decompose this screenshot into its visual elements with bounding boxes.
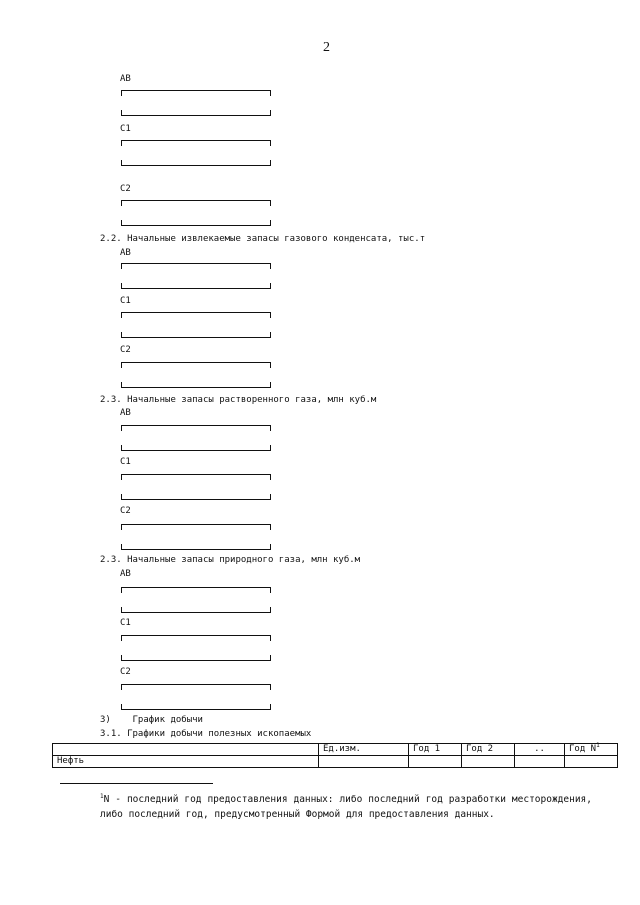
section-3-title: 3) График добычи bbox=[100, 715, 203, 725]
table-row bbox=[53, 756, 618, 768]
table-header-cell: .. bbox=[515, 744, 565, 756]
category-label-c2: C2 bbox=[120, 506, 131, 516]
page-number: 2 bbox=[323, 40, 330, 55]
table-header-cell bbox=[53, 744, 319, 756]
footnote-text: N - последний год предоставления данных: либо последний год разработки месторождения, либо последний год, предусмотренный Формой для предоставления данных. bbox=[100, 794, 592, 820]
footnote-separator bbox=[60, 783, 213, 784]
table-header-row bbox=[53, 744, 618, 756]
category-label-c1: C1 bbox=[120, 124, 131, 134]
input-box-c1[interactable] bbox=[121, 635, 269, 661]
table-cell: Нефть bbox=[53, 756, 319, 768]
section-heading-2-3-dissolved-gas: 2.3. Начальные запасы растворенного газа, млн куб.м bbox=[100, 395, 377, 405]
table-header-cell: Год 1 bbox=[409, 744, 462, 756]
category-label-c1: C1 bbox=[120, 457, 131, 467]
input-box-c2[interactable] bbox=[121, 684, 269, 710]
category-label-c1: C1 bbox=[120, 296, 131, 306]
category-label-ab: AB bbox=[120, 569, 131, 579]
table-cell[interactable] bbox=[319, 756, 409, 768]
input-box-c1[interactable] bbox=[121, 474, 269, 500]
table-cell[interactable] bbox=[462, 756, 515, 768]
input-box-c2[interactable] bbox=[121, 524, 269, 550]
category-label-c2: C2 bbox=[120, 345, 131, 355]
footnote bbox=[100, 792, 592, 822]
footnote-marker: 1 bbox=[100, 792, 104, 800]
category-label-ab: AB bbox=[120, 408, 131, 418]
category-label-ab: AB bbox=[120, 248, 131, 258]
table-header-cell bbox=[565, 744, 618, 756]
category-label-c2: C2 bbox=[120, 184, 131, 194]
category-label-c2: C2 bbox=[120, 667, 131, 677]
input-box-ab[interactable] bbox=[121, 263, 269, 289]
category-label-c1: C1 bbox=[120, 618, 131, 628]
input-box-c1[interactable] bbox=[121, 140, 269, 166]
footnote-ref: 1 bbox=[596, 742, 600, 749]
input-box-c2[interactable] bbox=[121, 200, 269, 226]
input-box-c2[interactable] bbox=[121, 362, 269, 388]
section-3-1-subtitle: 3.1. Графики добычи полезных ископаемых bbox=[100, 729, 312, 739]
table-header-cell: Ед.изм. bbox=[319, 744, 409, 756]
table-cell[interactable] bbox=[565, 756, 618, 768]
table-header-cell: Год 2 bbox=[462, 744, 515, 756]
section-heading-2-2: 2.2. Начальные извлекаемые запасы газового конденсата, тыс.т bbox=[100, 234, 426, 244]
section-heading-2-3-natural-gas: 2.3. Начальные запасы природного газа, млн куб.м bbox=[100, 555, 361, 565]
table-cell[interactable] bbox=[515, 756, 565, 768]
table-cell[interactable] bbox=[409, 756, 462, 768]
input-box-ab[interactable] bbox=[121, 90, 269, 116]
category-label-ab: AB bbox=[120, 74, 131, 84]
input-box-ab[interactable] bbox=[121, 587, 269, 613]
input-box-c1[interactable] bbox=[121, 312, 269, 338]
input-box-ab[interactable] bbox=[121, 425, 269, 451]
header-year-n: Год N bbox=[569, 744, 597, 754]
production-table bbox=[52, 743, 618, 768]
